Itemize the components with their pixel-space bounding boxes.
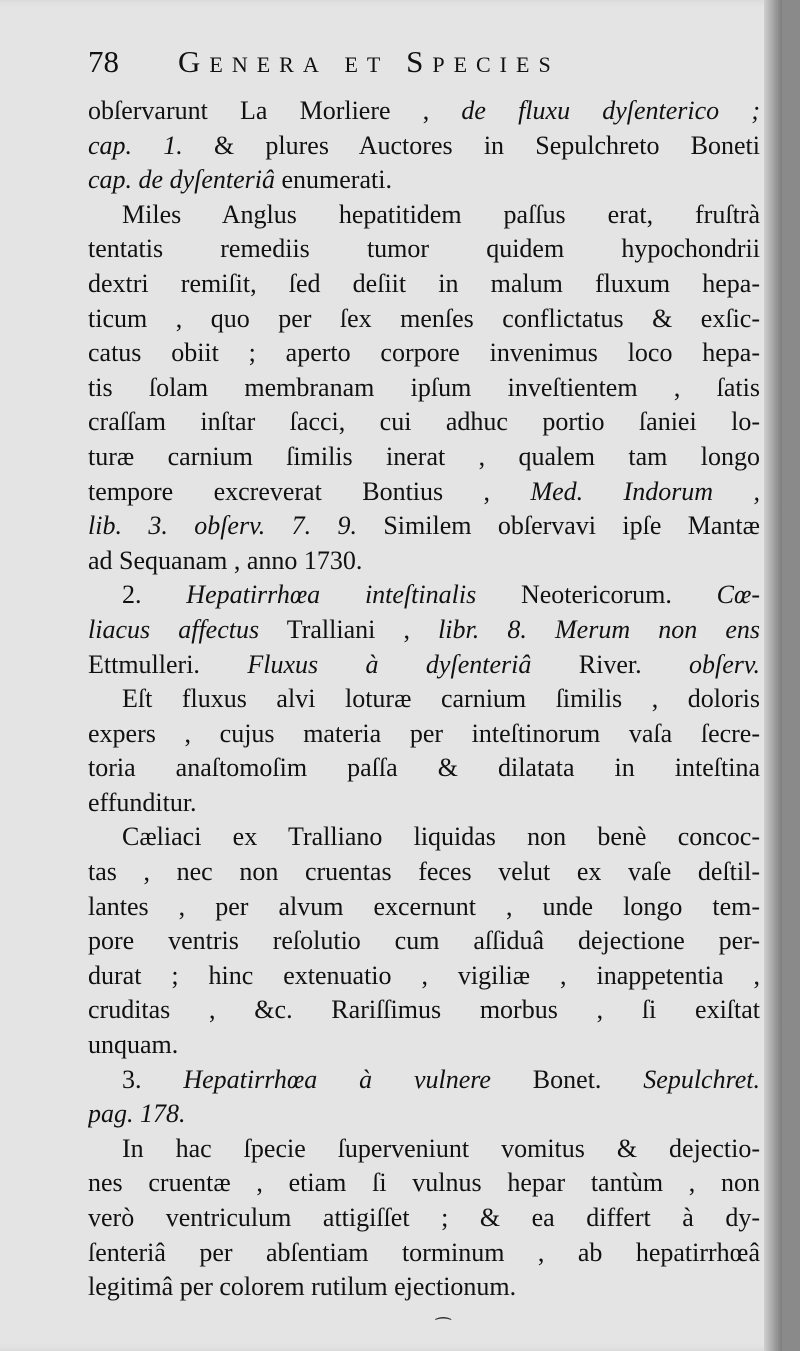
text-line xyxy=(88,94,760,129)
text-run: tempore excreverat Bontius , xyxy=(88,476,531,506)
text-run-italic: pag. 178. xyxy=(88,1099,186,1129)
text-run: tentatis remediis tumor quidem hypochondrii xyxy=(88,234,760,264)
text-run: Ettmulleri. xyxy=(88,649,248,679)
text-run: effunditur. xyxy=(88,787,197,817)
text-run: durat ; hinc extenuatio , vigiliæ , inappetentia , xyxy=(88,960,760,990)
text-run: & plures Auctores in Sepulchreto Boneti xyxy=(182,130,760,160)
text-line xyxy=(88,544,760,579)
text-run: Miles Anglus hepatitidem paſſus erat, fruſtrà xyxy=(122,199,760,229)
text-run-italic: Cœ- xyxy=(716,580,760,610)
text-run: River. xyxy=(531,649,689,679)
text-line xyxy=(88,1132,760,1167)
text-run: Tralliani , xyxy=(259,614,439,644)
text-line xyxy=(88,1063,760,1098)
text-line xyxy=(88,993,760,1028)
text-line xyxy=(88,717,760,752)
text-run: ad Sequanam , anno 1730. xyxy=(88,545,363,575)
text-run: enumerati. xyxy=(275,165,392,195)
text-run: unquam. xyxy=(88,1030,179,1060)
text-line xyxy=(88,336,760,371)
page-gutter-shadow xyxy=(764,0,782,1351)
text-run: cruditas , &c. Rariſſimus morbus , ſi exiſtat xyxy=(88,995,760,1025)
text-line xyxy=(88,890,760,925)
text-line xyxy=(88,405,760,440)
text-run: Similem obſervavi ipſe Mantæ xyxy=(356,511,760,541)
text-line xyxy=(88,648,760,683)
text-line xyxy=(88,855,760,890)
text-run-italic: Hepatirrhœa à vulnere xyxy=(183,1064,491,1094)
text-run: verò ventriculum attigiſſet ; & ea differt à dy- xyxy=(88,1203,760,1232)
text-line xyxy=(88,613,760,648)
text-line xyxy=(88,959,760,994)
text-line xyxy=(88,1236,760,1271)
text-run-italic: lib. 3. obſerv. 7. 9. xyxy=(88,511,357,541)
text-line xyxy=(88,578,760,613)
text-line xyxy=(88,232,760,267)
text-run-italic: Sepulchret. xyxy=(643,1064,760,1094)
text-run: toria anaſtomoſim paſſa & dilatata in inteſtina xyxy=(88,753,760,783)
text-run: tis ſolam membranam ipſum inveſtientem , ſatis xyxy=(88,372,760,402)
text-line xyxy=(88,267,760,302)
text-run: pore ventris reſolutio cum aſſiduâ dejectione per- xyxy=(88,926,760,956)
text-run-italic: libr. 8. Merum non ens xyxy=(438,614,760,644)
text-run: nes cruentæ , etiam ſi vulnus hepar tantùm , non xyxy=(88,1168,760,1198)
text-line xyxy=(88,163,760,198)
text-line xyxy=(88,924,760,959)
text-run-italic: obſerv. xyxy=(689,649,760,679)
page-content xyxy=(88,44,760,1305)
text-run-italic: cap. de dyſenteriâ xyxy=(88,165,275,195)
text-line xyxy=(88,820,760,855)
text-run: tas , nec non cruentas feces velut ex vaſe deſtil- xyxy=(88,857,760,887)
text-line xyxy=(88,751,760,786)
text-line xyxy=(88,371,760,406)
text-line xyxy=(88,475,760,510)
text-run: lantes , per alvum excernunt , unde longo tem- xyxy=(88,891,760,921)
text-run-italic: de fluxu dyſenterico ; xyxy=(461,96,760,125)
text-run: dextri remiſit, ſed deſiit in malum fluxum hepa- xyxy=(88,268,760,298)
text-run: Neotericorum. xyxy=(476,580,717,610)
text-line xyxy=(88,1270,760,1305)
text-run: In hac ſpecie ſuperveniunt vomitus & dejectio- xyxy=(122,1133,760,1163)
text-run: Eſt fluxus alvi loturæ carnium ſimilis , doloris xyxy=(122,684,760,714)
text-run: ſenteriâ per abſentiam torminum , ab hepatirrhœâ xyxy=(88,1237,760,1267)
text-run-italic: Hepatirrhœa inteſtinalis xyxy=(186,580,477,610)
text-line xyxy=(88,1166,760,1201)
text-run-italic: liacus affectus xyxy=(88,614,260,644)
text-line xyxy=(88,509,760,544)
text-line xyxy=(88,198,760,233)
text-run-italic: Fluxus à dyſenteriâ xyxy=(247,649,532,679)
text-run: craſſam inſtar ſacci, cui adhuc portio ſaniei lo- xyxy=(88,407,760,437)
text-line xyxy=(88,786,760,821)
text-run: obſervarunt La Morliere , xyxy=(88,96,462,125)
text-run-italic: cap. 1. xyxy=(88,130,183,160)
text-run: 3. xyxy=(122,1064,184,1094)
text-line xyxy=(88,302,760,337)
text-run: catus obiit ; aperto corpore invenimus loco hepa- xyxy=(88,338,760,368)
text-run-italic: Med. Indorum , xyxy=(530,476,760,506)
page-header xyxy=(88,44,760,94)
text-run: expers , cujus materia per inteſtinorum vaſa ſecre- xyxy=(88,718,760,748)
text-line xyxy=(88,129,760,164)
text-line xyxy=(88,1028,760,1063)
text-line xyxy=(88,1097,760,1132)
text-line xyxy=(88,1201,760,1236)
text-run: ticum , quo per ſex menſes conflictatus & exſic- xyxy=(88,303,760,333)
bottom-mark: ⁀ xyxy=(436,1318,451,1338)
text-run: Bonet. xyxy=(490,1064,644,1094)
text-line xyxy=(88,440,760,475)
text-run: Cæliaci ex Tralliano liquidas non benè concoc- xyxy=(122,822,760,852)
running-title: Genera et Species xyxy=(178,44,560,79)
text-run: 2. xyxy=(122,580,187,610)
text-run: turæ carnium ſimilis inerat , qualem tam longo xyxy=(88,441,760,471)
body-text xyxy=(88,94,760,1305)
page-number: 78 xyxy=(88,44,119,79)
text-run: legitimâ per colorem rutilum ejectionum. xyxy=(88,1272,517,1302)
text-line xyxy=(88,682,760,717)
